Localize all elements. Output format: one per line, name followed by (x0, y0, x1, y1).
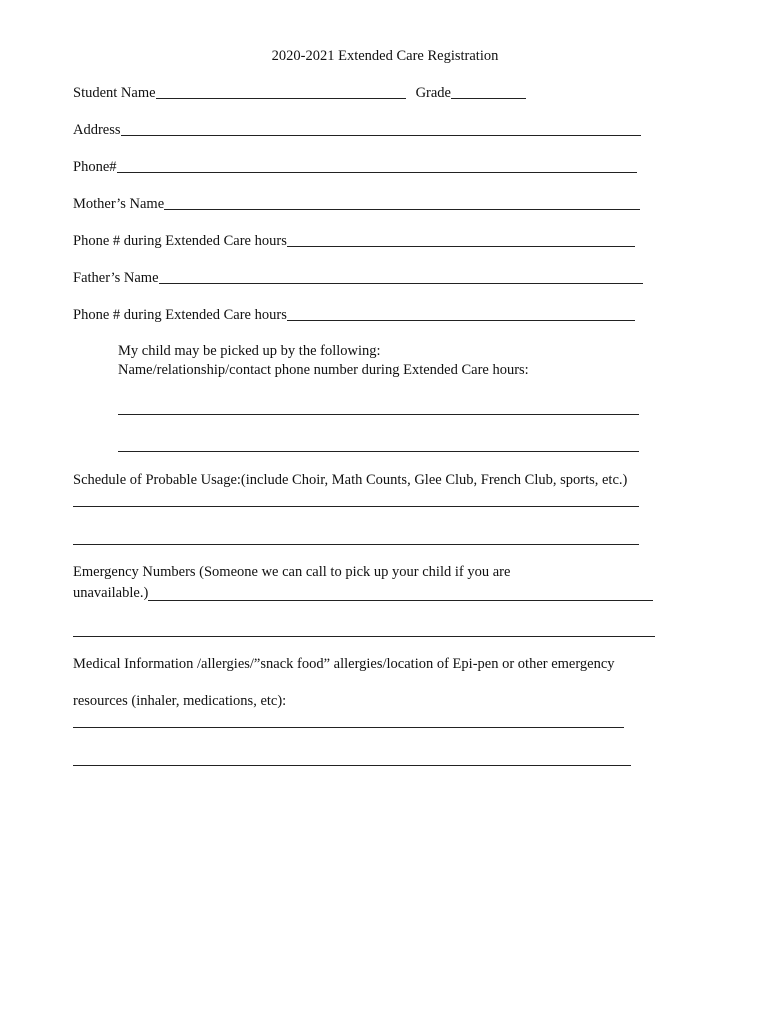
address-field[interactable] (121, 121, 641, 136)
pickup-instructions (118, 342, 529, 380)
medical-entry-line-2[interactable] (73, 765, 631, 766)
emergency-line-2-row (73, 583, 653, 604)
mothers-name-field[interactable] (164, 195, 640, 210)
fathers-name-label: Father’s Name (73, 270, 159, 286)
emergency-entry-line-1[interactable] (148, 586, 653, 601)
mother-phone-row (73, 232, 635, 250)
form-title: 2020-2021 Extended Care Registration (271, 48, 499, 64)
pickup-line-1: My child may be picked up by the following: (118, 343, 381, 359)
pickup-line-2: Name/relationship/contact phone number during Extended Care hours: (118, 362, 529, 378)
address-label: Address (73, 122, 121, 138)
father-phone-field[interactable] (287, 306, 635, 321)
phone-label: Phone# (73, 159, 117, 175)
fathers-name-row (73, 269, 643, 287)
phone-row (73, 158, 637, 176)
grade-field[interactable] (451, 84, 526, 99)
schedule-entry-line-2[interactable] (73, 544, 639, 545)
medical-line-1: Medical Information /allergies/”snack food” allergies/location of Epi-pen or other emergency (73, 656, 615, 672)
student-name-field[interactable] (156, 84, 406, 99)
pickup-entry-line-1[interactable] (118, 414, 639, 415)
medical-entry-line-1[interactable] (73, 727, 624, 728)
fathers-name-field[interactable] (159, 269, 643, 284)
pickup-entry-line-2[interactable] (118, 451, 639, 452)
medical-line-2: resources (inhaler, medications, etc): (73, 693, 287, 709)
emergency-label (73, 562, 653, 604)
address-row (73, 121, 641, 139)
student-row (73, 84, 526, 102)
mother-phone-field[interactable] (287, 232, 635, 247)
emergency-line-1: Emergency Numbers (Someone we can call to pick up your child if you are (73, 564, 511, 580)
mothers-name-label: Mother’s Name (73, 196, 165, 212)
mother-phone-label: Phone # during Extended Care hours (73, 233, 287, 249)
father-phone-row (73, 306, 635, 324)
student-name-label: Student Name (73, 85, 156, 101)
emergency-entry-line-2[interactable] (73, 636, 655, 637)
schedule-label: Schedule of Probable Usage:(include Choir, Math Counts, Glee Club, French Club, sports, etc.) (73, 472, 628, 488)
schedule-entry-line-1[interactable] (73, 506, 639, 507)
father-phone-label: Phone # during Extended Care hours (73, 307, 287, 323)
grade-label: Grade (415, 85, 451, 101)
phone-field[interactable] (117, 158, 637, 173)
emergency-line-2: unavailable.) (73, 585, 149, 601)
mothers-name-row (73, 195, 640, 213)
